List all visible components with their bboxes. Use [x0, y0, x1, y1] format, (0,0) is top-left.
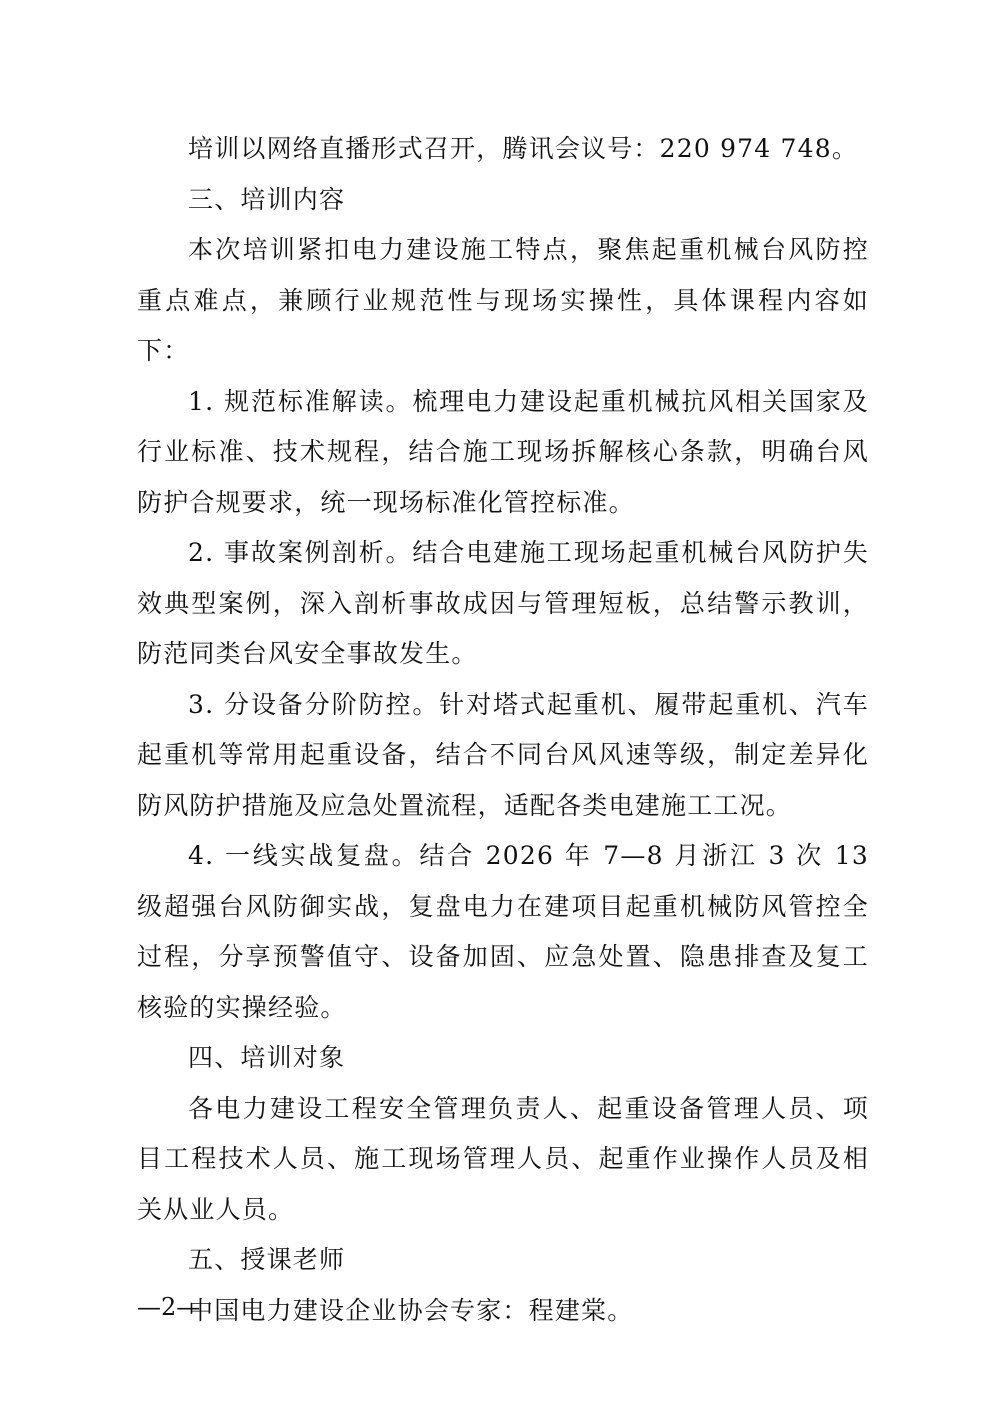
- instructor-paragraph: 中国电力建设企业协会专家：程建棠。: [188, 1295, 634, 1325]
- section-heading-audience: 四、培训对象: [188, 1043, 346, 1072]
- content-item-2: 2. 事故案例剖析。结合电建施工现场起重机械台风防护失效典型案例，深入剖析事故成因与管理短板，总结警示教训，防范同类台风安全事故发生。: [137, 538, 869, 668]
- page-number: —2—: [137, 1293, 201, 1321]
- training-content-intro: 本次培训紧扣电力建设施工特点，聚焦起重机械台风防控重点难点，兼顾行业规范性与现场实操性，具体课程内容如下：: [137, 235, 869, 365]
- content-item-3: 3. 分设备分阶防控。针对塔式起重机、履带起重机、汽车起重机等常用起重设备，结合不同台风风速等级，制定差异化防风防护措施及应急处置流程，适配各类电建施工工况。: [137, 689, 869, 820]
- meeting-info-paragraph: 培训以网络直播形式召开，腾讯会议号：220 974 748。: [188, 134, 859, 163]
- section-heading-training-content: 三、培训内容: [188, 184, 346, 214]
- audience-paragraph: 各电力建设工程安全管理负责人、起重设备管理人员、项目工程技术人员、施工现场管理人员、起重作业操作人员及相关从业人员。: [137, 1093, 869, 1224]
- content-item-4: 4. 一线实战复盘。结合 2026 年 7—8 月浙江 3 次 13 级超强台风防御实战，复盘电力在建项目起重机械防风管控全过程，分享预警值守、设备加固、应急处置、隐患排查及复工核验的实操经验。: [137, 841, 869, 1022]
- content-item-1: 1. 规范标准解读。梳理电力建设起重机械抗风相关国家及行业标准、技术规程，结合施工现场拆解核心条款，明确台风防护合规要求，统一现场标准化管控标准。: [137, 386, 869, 517]
- section-heading-instructor: 五、授课老师: [188, 1245, 346, 1274]
- document-body: [137, 124, 869, 1336]
